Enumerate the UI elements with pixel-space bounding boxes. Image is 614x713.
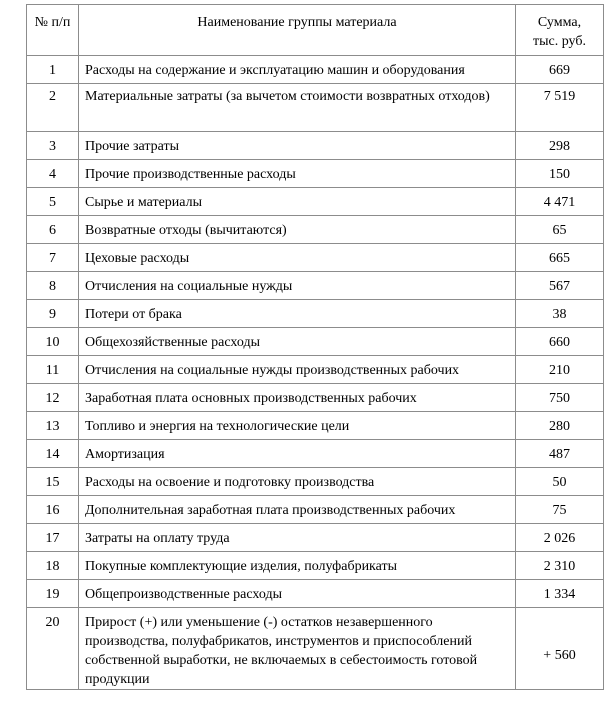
row-name: Покупные комплектующие изделия, полуфабрикаты bbox=[79, 552, 516, 580]
row-name: Прочие затраты bbox=[79, 132, 516, 160]
row-sum: 4 471 bbox=[516, 188, 604, 216]
row-name: Общепроизводственные расходы bbox=[79, 580, 516, 608]
row-number: 15 bbox=[27, 468, 79, 496]
row-sum: 7 519 bbox=[516, 84, 604, 132]
row-sum: 210 bbox=[516, 356, 604, 384]
cost-table bbox=[26, 4, 604, 690]
row-name: Материальные затраты (за вычетом стоимости возвратных отходов) bbox=[79, 84, 516, 132]
row-name: Возвратные отходы (вычитаются) bbox=[79, 216, 516, 244]
row-number: 6 bbox=[27, 216, 79, 244]
table-row bbox=[27, 132, 604, 160]
row-sum: 2 026 bbox=[516, 524, 604, 552]
row-name: Затраты на оплату труда bbox=[79, 524, 516, 552]
row-number: 16 bbox=[27, 496, 79, 524]
row-number: 13 bbox=[27, 412, 79, 440]
row-sum: 75 bbox=[516, 496, 604, 524]
table-header-row bbox=[27, 5, 604, 56]
header-number: № п/п bbox=[27, 5, 79, 56]
row-number: 1 bbox=[27, 56, 79, 84]
row-name: Прочие производственные расходы bbox=[79, 160, 516, 188]
table-row bbox=[27, 440, 604, 468]
header-sum: Сумма, тыс. руб. bbox=[516, 5, 604, 56]
table-row bbox=[27, 56, 604, 84]
row-name: Цеховые расходы bbox=[79, 244, 516, 272]
header-material-group: Наименование группы материала bbox=[79, 5, 516, 56]
table-body bbox=[27, 56, 604, 690]
row-sum: 150 bbox=[516, 160, 604, 188]
table-row bbox=[27, 84, 604, 132]
row-sum: 665 bbox=[516, 244, 604, 272]
row-name: Прирост (+) или уменьшение (-) остатков незавершенного производства, полуфабрикатов, инструментов и приспособлений собственной выработки, не включаемых в себестоимость готовой продукции bbox=[79, 608, 516, 690]
row-number: 3 bbox=[27, 132, 79, 160]
table-row bbox=[27, 580, 604, 608]
table-row bbox=[27, 552, 604, 580]
table-row bbox=[27, 496, 604, 524]
row-name: Общехозяйственные расходы bbox=[79, 328, 516, 356]
row-name: Заработная плата основных производственных рабочих bbox=[79, 384, 516, 412]
row-sum: 487 bbox=[516, 440, 604, 468]
row-sum: 567 bbox=[516, 272, 604, 300]
row-name: Амортизация bbox=[79, 440, 516, 468]
row-sum: 280 bbox=[516, 412, 604, 440]
row-number: 9 bbox=[27, 300, 79, 328]
row-number: 4 bbox=[27, 160, 79, 188]
table-row bbox=[27, 300, 604, 328]
row-number: 5 bbox=[27, 188, 79, 216]
row-sum: 298 bbox=[516, 132, 604, 160]
row-name: Топливо и энергия на технологические цели bbox=[79, 412, 516, 440]
row-number: 19 bbox=[27, 580, 79, 608]
table-row bbox=[27, 468, 604, 496]
row-number: 17 bbox=[27, 524, 79, 552]
table-row bbox=[27, 216, 604, 244]
row-name: Отчисления на социальные нужды bbox=[79, 272, 516, 300]
row-name: Отчисления на социальные нужды производственных рабочих bbox=[79, 356, 516, 384]
table-row bbox=[27, 384, 604, 412]
table-row bbox=[27, 608, 604, 690]
row-sum: 669 bbox=[516, 56, 604, 84]
row-number: 8 bbox=[27, 272, 79, 300]
table-row bbox=[27, 272, 604, 300]
table-row bbox=[27, 328, 604, 356]
row-number: 12 bbox=[27, 384, 79, 412]
row-sum: 660 bbox=[516, 328, 604, 356]
row-sum: 750 bbox=[516, 384, 604, 412]
row-number: 14 bbox=[27, 440, 79, 468]
row-sum: 38 bbox=[516, 300, 604, 328]
row-sum: + 560 bbox=[516, 608, 604, 690]
row-number: 20 bbox=[27, 608, 79, 690]
row-name: Сырье и материалы bbox=[79, 188, 516, 216]
row-name: Потери от брака bbox=[79, 300, 516, 328]
table-row bbox=[27, 524, 604, 552]
row-name: Дополнительная заработная плата производственных рабочих bbox=[79, 496, 516, 524]
row-name: Расходы на содержание и эксплуатацию машин и оборудования bbox=[79, 56, 516, 84]
row-number: 2 bbox=[27, 84, 79, 132]
table-row bbox=[27, 160, 604, 188]
row-sum: 2 310 bbox=[516, 552, 604, 580]
table-row bbox=[27, 188, 604, 216]
row-sum: 65 bbox=[516, 216, 604, 244]
table-row bbox=[27, 356, 604, 384]
table-row bbox=[27, 412, 604, 440]
row-sum: 50 bbox=[516, 468, 604, 496]
row-name: Расходы на освоение и подготовку производства bbox=[79, 468, 516, 496]
row-number: 18 bbox=[27, 552, 79, 580]
row-number: 10 bbox=[27, 328, 79, 356]
row-number: 7 bbox=[27, 244, 79, 272]
table-row bbox=[27, 244, 604, 272]
row-number: 11 bbox=[27, 356, 79, 384]
row-sum: 1 334 bbox=[516, 580, 604, 608]
